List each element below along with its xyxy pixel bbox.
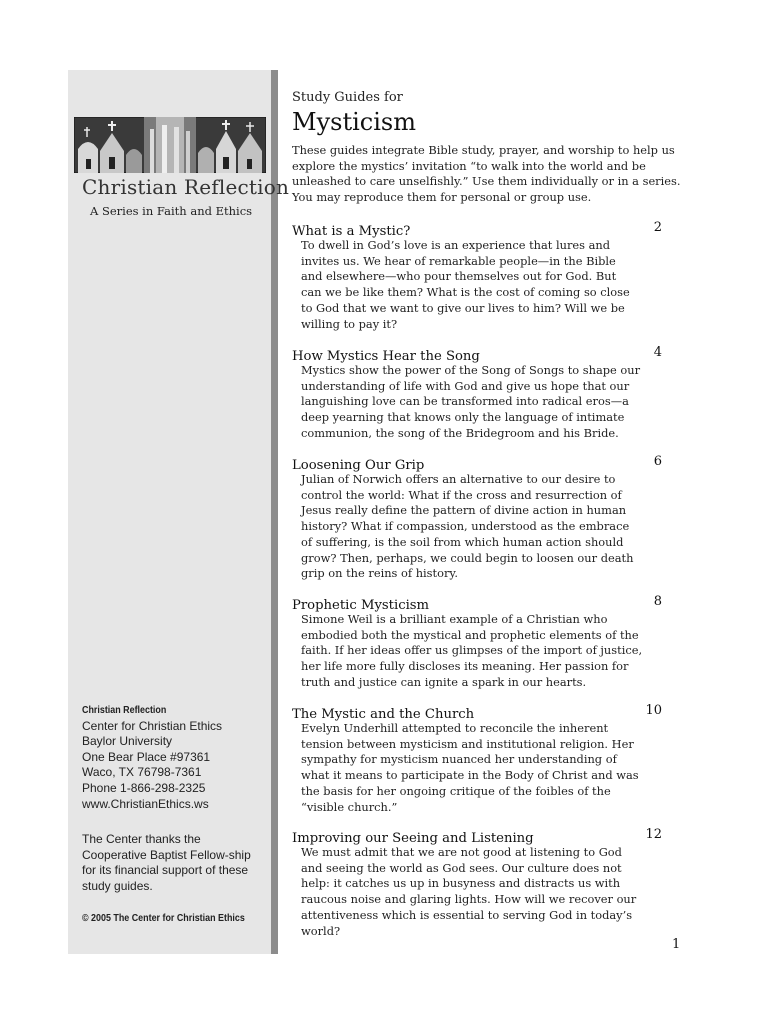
sidebar-divider	[271, 70, 278, 954]
description-line: Jesus really define the pattern of divine action in human	[301, 503, 627, 518]
description-line: Evelyn Underhill attempted to reconcile the inherent	[301, 721, 609, 735]
description-line: can we be like them? What is the cost of coming so close	[301, 285, 630, 300]
description-line: help: it catches us up in busyness and distracts us with	[301, 876, 621, 891]
description-line: control the world: What if the cross and resurrection of	[301, 487, 622, 502]
description-line: to God that we want to give our lives to him? Will we be	[301, 300, 625, 315]
guide-entry-page-number: 2	[653, 220, 662, 235]
guide-entry	[292, 454, 672, 582]
guide-entry	[292, 345, 672, 442]
thanks-note: The Center thanks the Cooperative Baptist Fellow-ship for its financial support of these study guides.	[82, 832, 251, 893]
contact-label: Christian Reflection	[82, 704, 167, 716]
description-line: and elsewhere—who pour themselves out for God. But	[301, 269, 617, 284]
guide-entry-description	[301, 721, 661, 815]
description-line: of suffering, is the soil from which human action should	[301, 534, 624, 549]
description-line: embodied both the mystical and prophetic elements of the	[301, 627, 639, 642]
guide-entry-description	[301, 238, 661, 332]
description-line: communion, the song of the Bridegroom and his Bride.	[301, 425, 619, 440]
contact-line: Phone 1-866-298-2325	[82, 780, 206, 795]
description-line: grip on the reins of history.	[301, 566, 458, 581]
description-line: languishing love can be transformed into radical eros—a	[301, 394, 629, 409]
description-line: her life more fully discloses its meaning. Her passion for	[301, 659, 629, 674]
description-line: Simone Weil is a brilliant example of a Christian who	[301, 612, 608, 626]
contact-line: Waco, TX 76798-7361	[82, 765, 202, 780]
description-line: faith. If her ideas offer us glimpses of the import of justice,	[301, 643, 643, 658]
guide-entry-header	[292, 703, 672, 721]
guide-entry	[292, 220, 672, 332]
description-line: To dwell in God’s love is an experience that lures and	[301, 238, 611, 252]
guide-entry-description	[301, 472, 661, 582]
guide-entry-page-number: 6	[653, 454, 662, 469]
description-line: willing to pay it?	[301, 316, 398, 331]
guide-entry-description	[301, 845, 661, 939]
page-title: Mysticism	[292, 108, 416, 136]
description-line: and seeing the world as God sees. Our culture does not	[301, 860, 622, 875]
description-line: We must admit that we are not good at listening to God	[301, 845, 622, 859]
contact-line: Center for Christian Ethics	[82, 718, 223, 733]
guide-entry-header	[292, 594, 672, 612]
description-line: attentiveness which is essential to serving God in today’s	[301, 907, 633, 922]
intro-paragraph: These guides integrate Bible study, prayer, and worship to help us explore the mystics’ invitation “to walk into the world and be unleashed to care unselfishly.” Use them individually or in a series. You may reproduce them for personal or group use.	[292, 143, 681, 205]
guide-entry-header	[292, 220, 672, 238]
guide-entry-page-number: 10	[645, 703, 662, 718]
page-number: 1	[672, 937, 681, 952]
description-line: Mystics show the power of the Song of Songs to shape our	[301, 363, 641, 377]
description-line: invites us. We hear of remarkable people—in the Bible	[301, 253, 616, 268]
guide-entry-header	[292, 454, 672, 472]
description-line: understanding of life with God and give us hope that our	[301, 378, 630, 393]
guide-entry	[292, 827, 672, 939]
guide-entry-description	[301, 612, 661, 691]
churches-banner-image	[74, 117, 266, 173]
description-line: “visible church.”	[301, 799, 398, 814]
page-kicker: Study Guides for	[292, 90, 403, 105]
description-line: Julian of Norwich offers an alternative to our desire to	[301, 472, 616, 486]
guide-entry-description	[301, 363, 661, 442]
description-line: the basis for her ongoing critique of the foibles of the	[301, 783, 611, 798]
guide-entry-page-number: 4	[653, 345, 662, 360]
guide-entry-title: Improving our Seeing and Listening	[292, 831, 534, 846]
description-line: tension between mysticism and institutional religion. Her	[301, 736, 634, 751]
copyright-notice: © 2005 The Center for Christian Ethics	[82, 912, 245, 924]
description-line: deep yearning that knows only the language of intimate	[301, 410, 625, 425]
guide-entry-title: The Mystic and the Church	[292, 707, 475, 722]
sidebar	[68, 70, 271, 954]
description-line: history? What if compassion, understood as the embrace	[301, 519, 630, 534]
guide-entry-title: Prophetic Mysticism	[292, 598, 430, 613]
description-line: world?	[301, 923, 341, 938]
description-line: truth and justice can ignite a spark in our hearts.	[301, 674, 587, 689]
guide-entry-header	[292, 827, 672, 845]
description-line: sympathy for mysticism nuanced her understanding of	[301, 752, 617, 767]
guide-entry	[292, 703, 672, 815]
guide-entry-page-number: 8	[653, 594, 662, 609]
series-brand-subtitle: A Series in Faith and Ethics	[90, 204, 253, 218]
guide-entry	[292, 594, 672, 691]
description-line: grow? Then, perhaps, we could begin to loosen our death	[301, 550, 634, 565]
website-link[interactable]: www.ChristianEthics.ws	[82, 796, 209, 811]
description-line: what it means to participate in the Body of Christ and was	[301, 768, 639, 783]
contact-line: Baylor University	[82, 734, 173, 749]
guide-entry-header	[292, 345, 672, 363]
series-brand-title: Christian Reflection	[82, 175, 290, 199]
guide-entry-title: What is a Mystic?	[292, 224, 411, 239]
contact-block	[82, 703, 272, 812]
contact-line: One Bear Place #97361	[82, 749, 211, 764]
guide-entry-title: Loosening Our Grip	[292, 458, 425, 473]
guide-entry-title: How Mystics Hear the Song	[292, 349, 480, 364]
guide-entry-page-number: 12	[645, 827, 662, 842]
description-line: raucous noise and glaring lights. How will we recover our	[301, 892, 637, 907]
